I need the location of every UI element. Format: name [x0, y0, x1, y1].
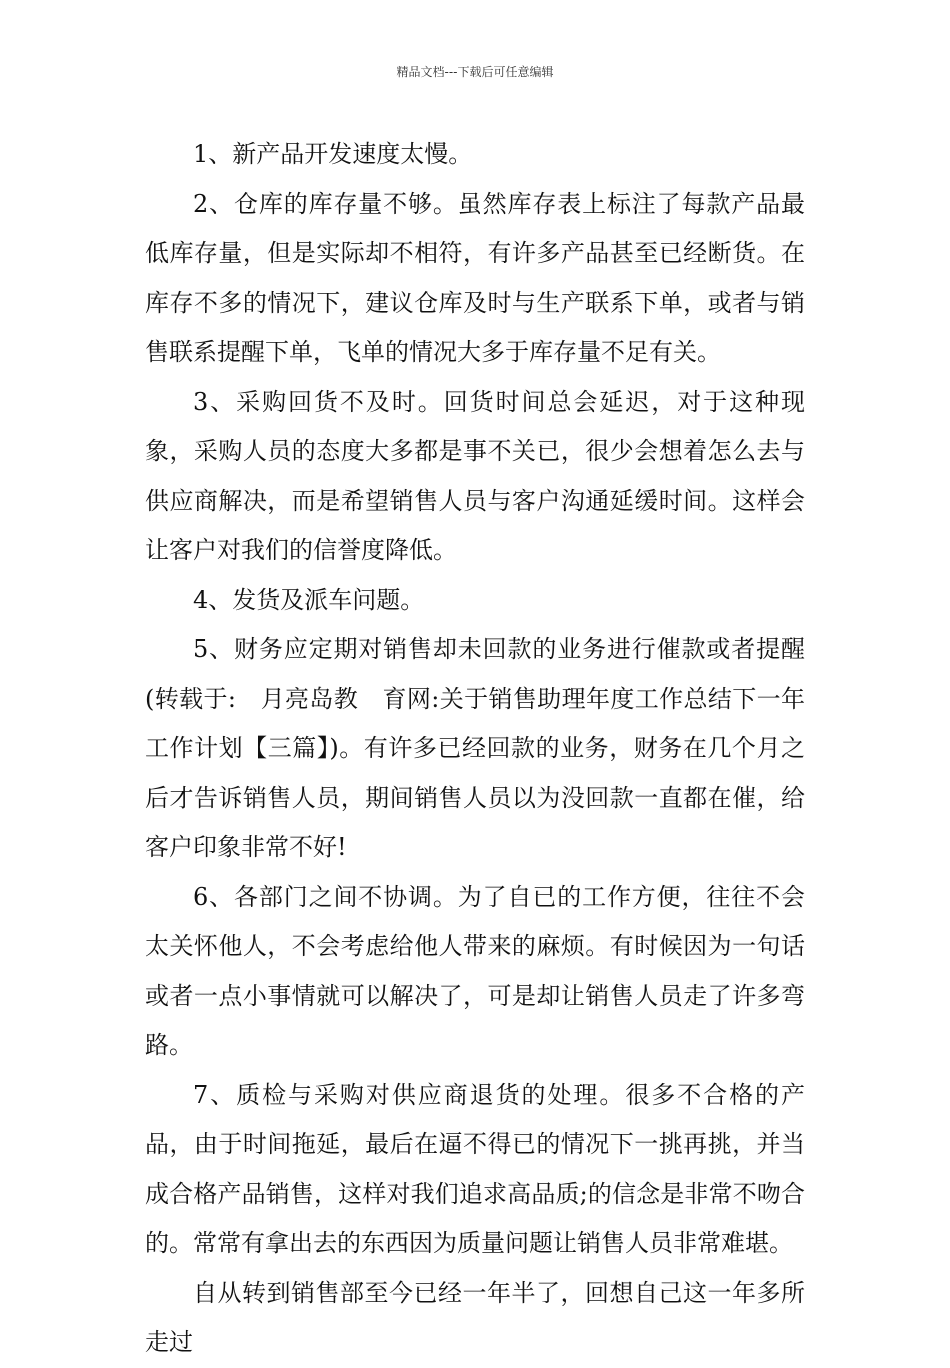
page-header: 精品文档---下载后可任意编辑 — [396, 65, 554, 79]
paragraph-3: 3、采购回货不及时。回货时间总会延迟，对于这种现象，采购人员的态度大多都是事不关已，很少会想着怎么去与供应商解决，而是希望销售人员与客户沟通延缓时间。这样会让客户对我们的信誉度降低。 — [145, 387, 805, 564]
paragraph-7: 7、质检与采购对供应商退货的处理。很多不合格的产品，由于时间拖延，最后在逼不得已的情况下一挑再挑，并当成合格产品销售，这样对我们追求高品质;的信念是非常不吻合的。常常有拿出去的东西因为质量问题让销售人员非常难堪。 — [145, 1080, 805, 1257]
document-body — [145, 130, 805, 1368]
paragraph-4: 4、发货及派车问题。 — [193, 585, 425, 614]
paragraph-2: 2、仓库的库存量不够。虽然库存表上标注了每款产品最低库存量，但是实际却不相符，有许多产品甚至已经断货。在库存不多的情况下，建议仓库及时与生产联系下单，或者与销售联系提醒下单，飞单的情况大多于库存量不足有关。 — [145, 189, 805, 366]
paragraph-5: 5、财务应定期对销售却未回款的业务进行催款或者提醒(转载于: 月亮岛教 育网:关于销售助理年度工作总结下一年工作计划【三篇】)。有许多已经回款的业务，财务在几个月之后才告诉销售人员，期间销售人员以为没回款一直都在催，给客户印象非常不好! — [145, 635, 805, 861]
paragraph-1: 1、新产品开发速度太慢。 — [193, 140, 473, 168]
paragraph-6: 6、各部门之间不协调。为了自已的工作方便，往往不会太关怀他人，不会考虑给他人带来的麻烦。有时候因为一句话或者一点小事情就可以解决了，可是却让销售人员走了许多弯路。 — [145, 882, 805, 1059]
paragraph-8: 自从转到销售部至今已经一年半了，回想自己这一年多所走过 — [145, 1278, 805, 1356]
